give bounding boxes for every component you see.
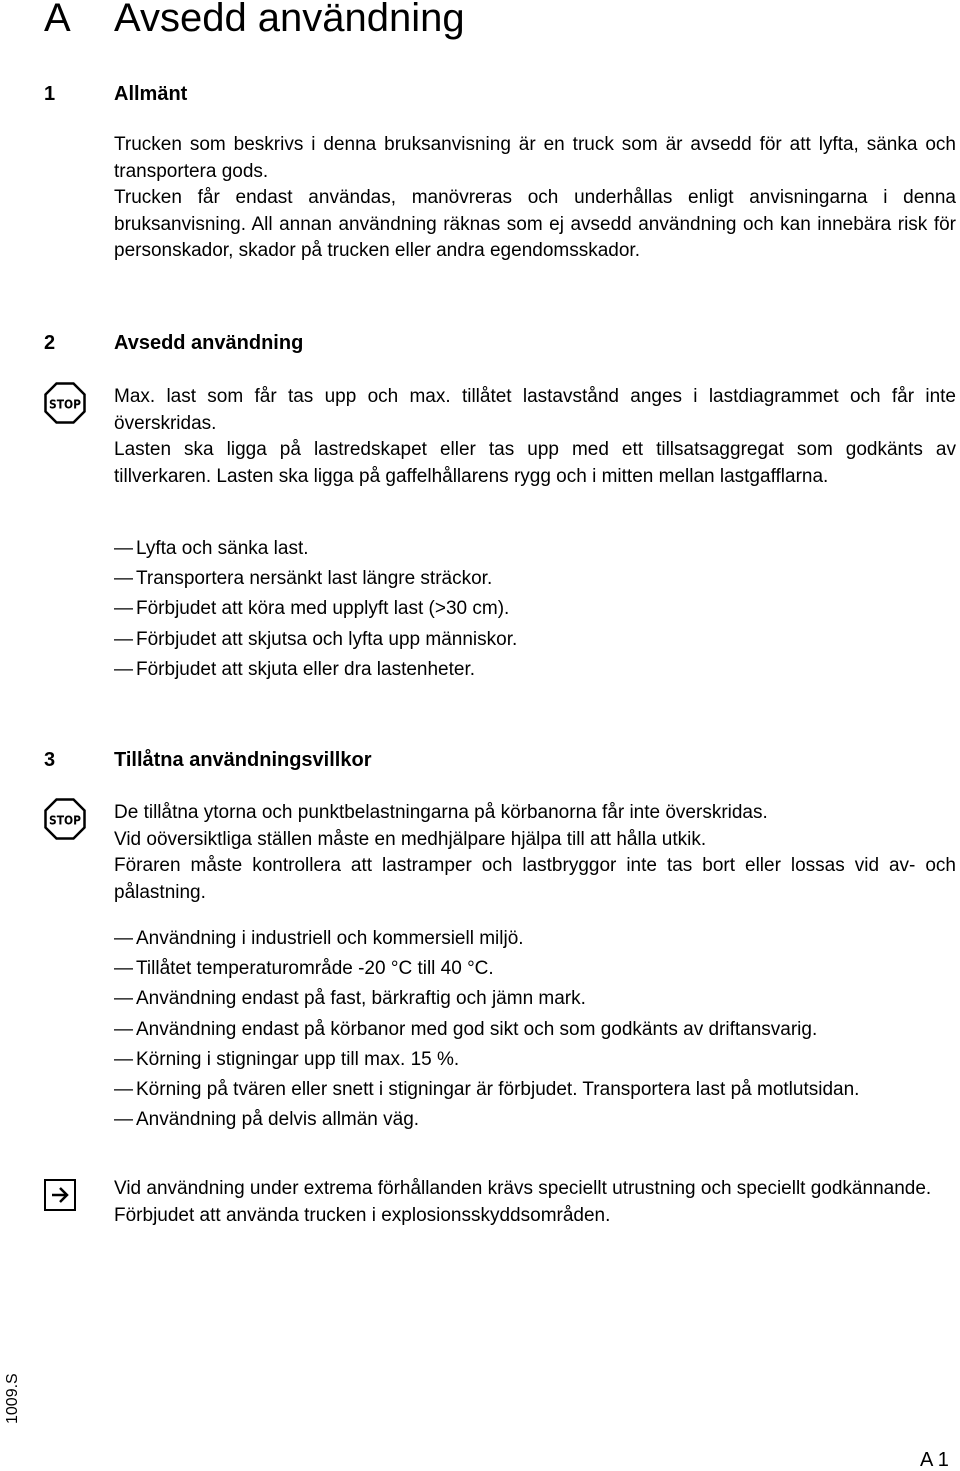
- svg-text:STOP: STOP: [49, 812, 81, 828]
- dash-bullet-icon: —: [114, 1078, 133, 1100]
- dash-bullet-icon: —: [114, 658, 133, 680]
- section-2-paragraph: Max. last som får tas upp och max. tillåtet lastavstånd anges i lastdiagrammet och får inte överskridas.: [114, 386, 956, 434]
- arrow-note-icon: [44, 1179, 76, 1211]
- page-number: A 1: [920, 1449, 949, 1471]
- section-2-number: 2: [44, 332, 56, 354]
- dash-bullet-icon: —: [114, 928, 133, 949]
- list-item: — Lyfta och sänka last.: [114, 536, 956, 562]
- section-3-number: 3: [44, 749, 56, 771]
- stop-sign-icon: [44, 382, 86, 424]
- list-item: — Körning i stigningar upp till max. 15 %.: [114, 1047, 956, 1073]
- section-3-body: [114, 800, 956, 906]
- stop-sign-icon: [44, 798, 86, 840]
- svg-text:STOP: STOP: [49, 396, 81, 412]
- list-item: — Användning på delvis allmän väg.: [114, 1107, 956, 1133]
- section-2-title: Avsedd användning: [114, 332, 304, 354]
- dash-bullet-icon: —: [114, 628, 133, 650]
- note-paragraph: Vid användning under extrema förhållanden krävs speciellt utrustning och speciellt godkännande.: [114, 1178, 932, 1199]
- section-1-number: 1: [44, 83, 56, 105]
- list-item: — Förbjudet att köra med upplyft last (>30 cm).: [114, 596, 956, 622]
- section-3-paragraph: Vid oöversiktliga ställen måste en medhjälpare hjälpa till att hålla utkik.: [114, 828, 707, 850]
- section-3-paragraph: Föraren måste kontrollera att lastramper och lastbryggor inte tas bort eller lossas vid av- och pålastning.: [114, 855, 956, 903]
- dash-bullet-icon: —: [114, 538, 133, 559]
- chapter-title: Avsedd användning: [114, 0, 465, 40]
- list-item: — Användning endast på fast, bärkraftig och jämn mark.: [114, 986, 956, 1012]
- chapter-letter: A: [44, 0, 71, 40]
- list-item: — Användning endast på körbanor med god sikt och som godkänts av driftansvarig.: [114, 1017, 956, 1043]
- dash-bullet-icon: —: [114, 1048, 133, 1070]
- dash-bullet-icon: —: [114, 1109, 133, 1131]
- section-2-bullet-list: [114, 536, 956, 687]
- section-3-title: Tillåtna användningsvillkor: [114, 749, 372, 771]
- section-3-paragraph: De tillåtna ytorna och punktbelastningarna på körbanorna får inte överskridas.: [114, 802, 768, 823]
- section-1-paragraph: Trucken som beskrivs i denna bruksanvisning är en truck som är avsedd för att lyfta, sänka och transportera gods.: [114, 134, 956, 182]
- section-1-title: Allmänt: [114, 83, 188, 105]
- dash-bullet-icon: —: [114, 1018, 133, 1040]
- section-1-paragraph: Trucken får endast användas, manövreras och underhållas enligt anvisningarna i denna bruksanvisning. All annan användning räknas som ej avsedd användning och kan innebära risk för personskador, skador på trucken eller andra egendomsskador.: [114, 187, 956, 261]
- list-item: — Tillåtet temperaturområde -20 °C till 40 °C.: [114, 956, 956, 982]
- note-paragraph: Förbjudet att använda trucken i explosionsskyddsområden.: [114, 1204, 611, 1226]
- dash-bullet-icon: —: [114, 598, 133, 620]
- section-2-paragraph: Lasten ska ligga på lastredskapet eller tas upp med ett tillsatsaggregat som godkänts av tillverkaren. Lasten ska ligga på gaffelhållarens rygg och i mitten mellan lastgafflarna.: [114, 439, 956, 487]
- section-3-bullet-list: [114, 926, 956, 1137]
- list-item: — Användning i industriell och kommersiell miljö.: [114, 926, 956, 952]
- dash-bullet-icon: —: [114, 568, 133, 590]
- section-3-note: [114, 1176, 956, 1229]
- list-item: — Körning på tvären eller snett i stigningar är förbjudet. Transportera last på motlutsidan.: [114, 1077, 956, 1103]
- document-code: 1009.S: [4, 1373, 21, 1424]
- list-item: — Förbjudet att skjuta eller dra lastenheter.: [114, 657, 956, 683]
- section-2-body: [114, 384, 956, 490]
- section-1-body: [114, 132, 956, 265]
- list-item: — Förbjudet att skjutsa och lyfta upp människor.: [114, 627, 956, 653]
- list-item: — Transportera nersänkt last längre sträckor.: [114, 566, 956, 592]
- dash-bullet-icon: —: [114, 988, 133, 1010]
- dash-bullet-icon: —: [114, 958, 133, 980]
